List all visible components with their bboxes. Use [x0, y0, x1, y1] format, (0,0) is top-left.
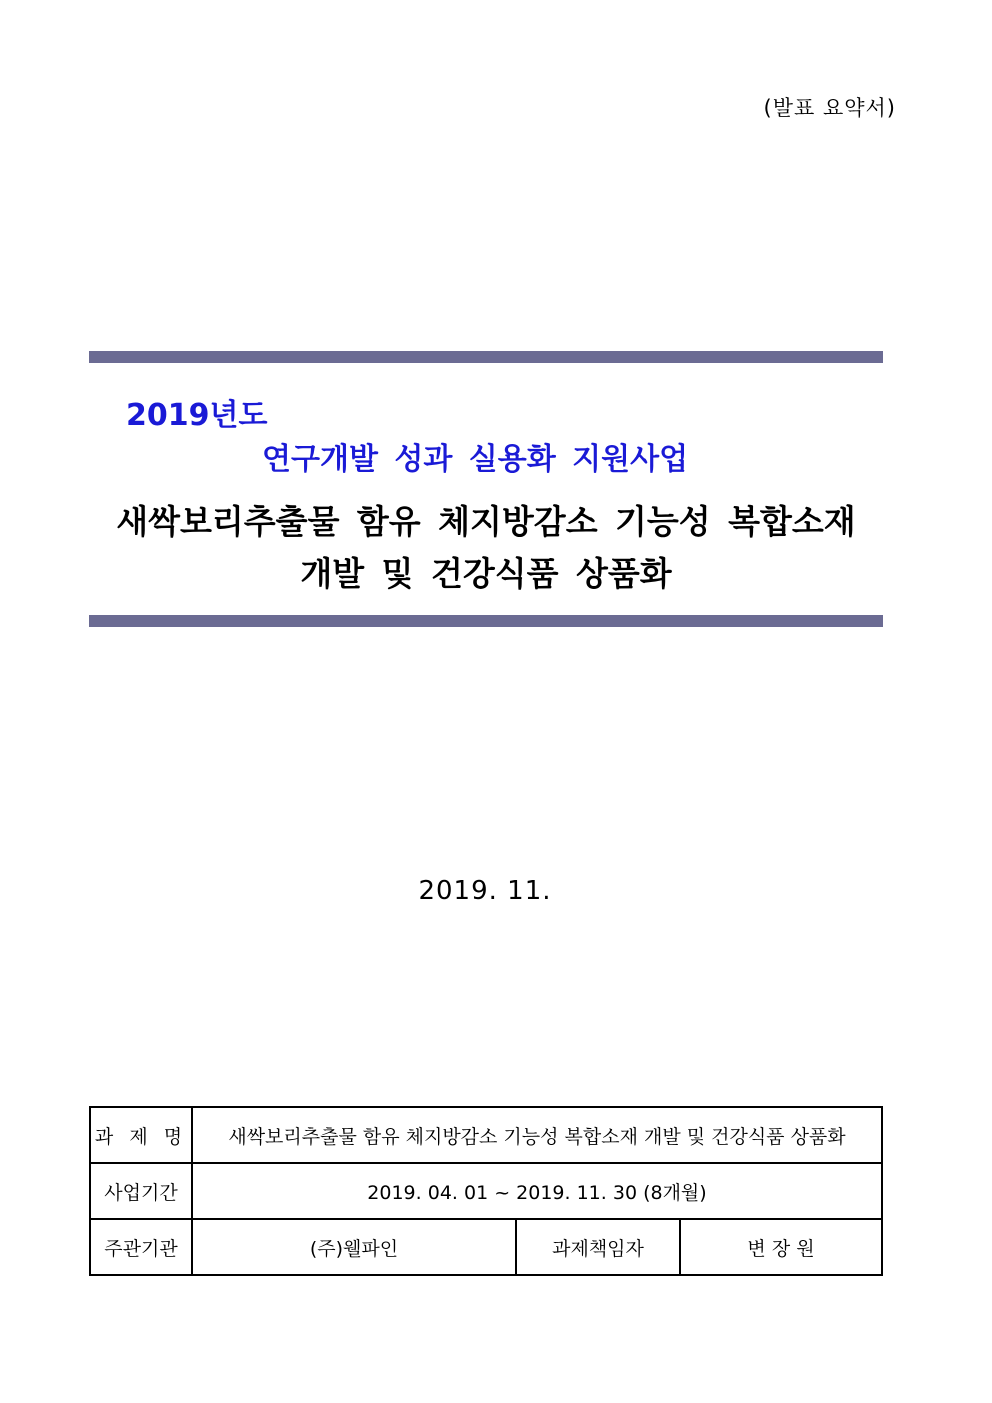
- manager-label: 과제책임자: [516, 1219, 680, 1275]
- task-name-label: 과 제 명: [90, 1107, 192, 1163]
- program-heading: 연구개발 성과 실용화 지원사업: [262, 442, 689, 477]
- table-row: [90, 1163, 882, 1219]
- project-title-line-1: 새싹보리추출물 함유 체지방감소 기능성 복합소재: [116, 502, 856, 541]
- table-row: [90, 1219, 882, 1275]
- organization-label: 주관기관: [90, 1219, 192, 1275]
- organization-value: (주)웰파인: [192, 1219, 516, 1275]
- report-date: 2019. 11.: [418, 876, 552, 906]
- period-label: 사업기간: [90, 1163, 192, 1219]
- project-info-table: [89, 1106, 883, 1276]
- task-name-value: 새싹보리추출물 함유 체지방감소 기능성 복합소재 개발 및 건강식품 상품화: [192, 1107, 882, 1163]
- year-heading: 2019년도: [126, 398, 268, 433]
- table-row: [90, 1107, 882, 1163]
- bottom-rule: [89, 615, 883, 627]
- period-value: 2019. 04. 01 ~ 2019. 11. 30 (8개월): [192, 1163, 882, 1219]
- project-title: [89, 496, 883, 600]
- manager-value: 변 장 원: [680, 1219, 882, 1275]
- project-title-line-2: 개발 및 건강식품 상품화: [300, 554, 672, 593]
- top-rule: [89, 351, 883, 363]
- document-type-label: (발표 요약서): [763, 96, 896, 120]
